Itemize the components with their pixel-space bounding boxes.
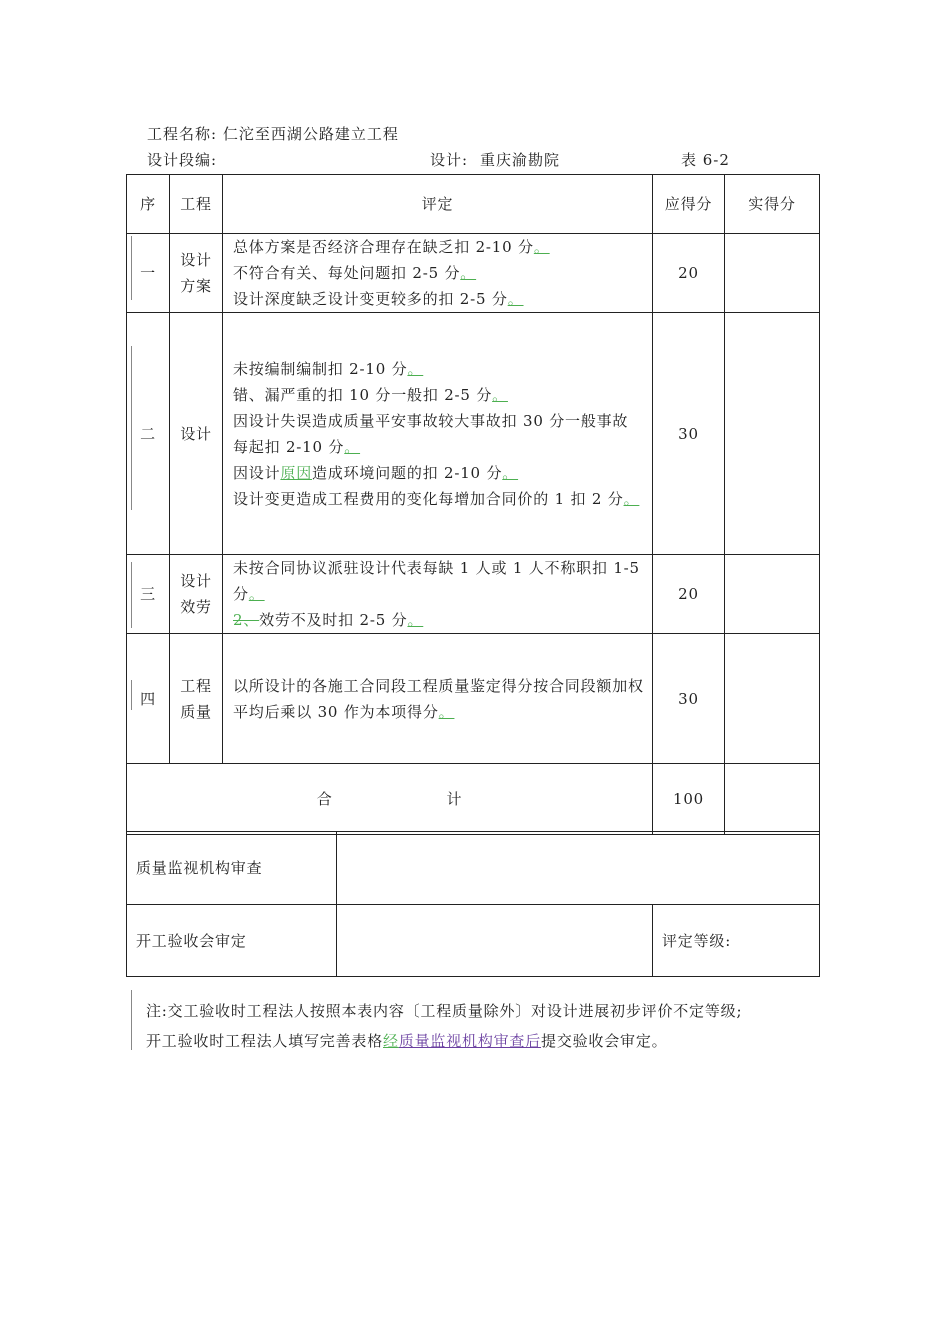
criteria-line: 2、效劳不及时扣 2-5 分。	[233, 611, 424, 629]
item-line: 效劳	[180, 598, 212, 616]
revision-bar	[131, 236, 132, 300]
table-row	[127, 555, 820, 634]
revision-bar	[131, 990, 132, 1050]
row-actual-score[interactable]	[725, 234, 820, 313]
row-actual-score[interactable]	[725, 313, 820, 555]
row-actual-score[interactable]	[725, 555, 820, 634]
col-seq: 序	[127, 175, 170, 234]
row-seq: 一	[127, 234, 170, 313]
table-number: 表 6-2	[681, 151, 730, 169]
total-actual-score[interactable]	[725, 764, 820, 835]
item-line: 质量	[180, 702, 212, 721]
criteria-line: 因设计失误造成质量平安事故较大事故扣 30 分一般事故每起扣 2-10 分。	[233, 411, 629, 456]
row-score: 20	[653, 555, 725, 634]
item-line: 设计	[180, 251, 212, 269]
total-row	[127, 764, 820, 835]
row-seq: 三	[127, 555, 170, 634]
row-seq: 四	[127, 634, 170, 764]
row-item	[170, 634, 223, 764]
project-name: 仁沱至西湖公路建立工程	[222, 125, 399, 143]
col-score: 应得分	[653, 175, 725, 234]
revision-bar	[131, 562, 132, 628]
approval-table	[126, 831, 820, 977]
item-line: 设计	[180, 572, 212, 590]
table-row	[127, 234, 820, 313]
row-item	[170, 555, 223, 634]
table-header-row	[127, 175, 820, 234]
table-row	[127, 634, 820, 764]
col-criteria: 评定	[223, 175, 653, 234]
criteria-line: 设计变更造成工程费用的变化每增加合同价的 1 扣 2 分。	[233, 489, 640, 508]
row-criteria	[223, 634, 653, 764]
project-label: 工程名称:	[147, 125, 218, 143]
row-criteria	[223, 234, 653, 313]
item-line: 工程	[180, 676, 212, 695]
revision-bar	[131, 346, 132, 510]
revision-bar	[131, 680, 132, 710]
criteria-line: 未按编制编制扣 2-10 分。	[233, 359, 424, 378]
item-line: 方案	[180, 277, 212, 295]
row-seq: 二	[127, 313, 170, 555]
row-item	[170, 234, 223, 313]
grade-label: 评定等级:	[653, 905, 820, 977]
criteria-line: 以所设计的各施工合同段工程质量鉴定得分按合同段额加权平均后乘以 30 作为本项得分。	[233, 676, 644, 721]
approve-field[interactable]	[337, 905, 653, 977]
col-item: 工程	[170, 175, 223, 234]
approve-label: 开工验收会审定	[127, 905, 337, 977]
total-score: 100	[653, 764, 725, 835]
approve-row	[127, 905, 820, 977]
project-title	[147, 123, 399, 144]
row-criteria	[223, 555, 653, 634]
criteria-line: 错、漏严重的扣 10 分一般扣 2-5 分。	[233, 385, 508, 404]
row-criteria	[223, 313, 653, 555]
row-score: 20	[653, 234, 725, 313]
review-field[interactable]	[337, 832, 820, 905]
row-actual-score[interactable]	[725, 634, 820, 764]
item-line: 设计	[180, 424, 212, 443]
designer-label: 设计:	[430, 151, 469, 169]
section-label: 设计段编:	[147, 151, 218, 169]
review-label: 质量监视机构审查	[127, 832, 337, 905]
criteria-line: 总体方案是否经济合理存在缺乏扣 2-10 分。	[233, 238, 550, 256]
evaluation-table	[126, 174, 820, 835]
row-score: 30	[653, 634, 725, 764]
footnote-line-1: 注:交工验收时工程法人按照本表内容〔工程质量除外〕对设计进展初步评价不定等级;	[146, 1002, 743, 1020]
criteria-line: 因设计原因造成环境问题的扣 2-10 分。	[233, 463, 519, 482]
table-row	[127, 313, 820, 555]
total-label: 合 计	[127, 764, 653, 835]
designer-name: 重庆渝勘院	[480, 151, 561, 169]
row-item	[170, 313, 223, 555]
footnote	[146, 996, 806, 1056]
row-score: 30	[653, 313, 725, 555]
criteria-line: 设计深度缺乏设计变更较多的扣 2-5 分。	[233, 290, 524, 308]
criteria-line: 未按合同协议派驻设计代表每缺 1 人或 1 人不称职扣 1-5 分。	[233, 559, 640, 603]
footnote-line-2: 开工验收时工程法人填写完善表格经质量监视机构审查后提交验收会审定。	[146, 1032, 668, 1050]
col-actual: 实得分	[725, 175, 820, 234]
criteria-line: 不符合有关、每处问题扣 2-5 分。	[233, 264, 477, 282]
review-row	[127, 832, 820, 905]
